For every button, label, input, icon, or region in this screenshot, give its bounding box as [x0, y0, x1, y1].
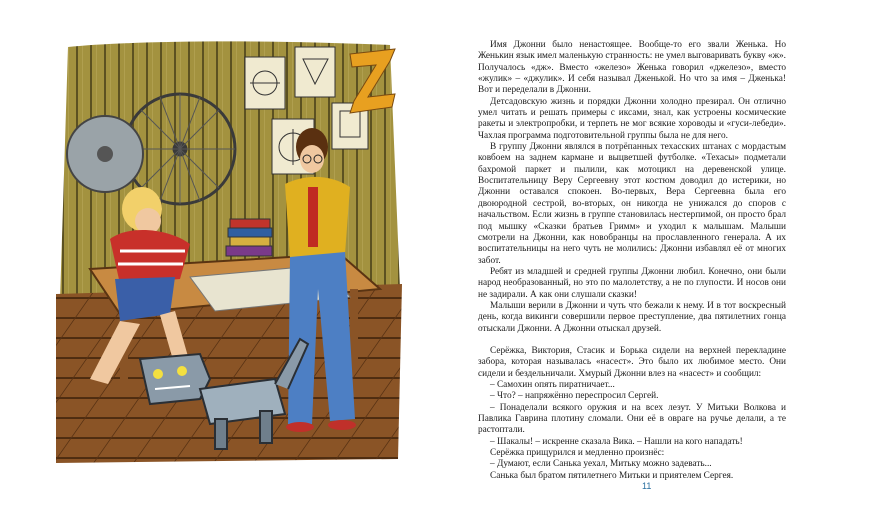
paragraph: Имя Джонни было ненастоящее. Вообще-то его звали Женька. Но Женькин язык имел маленькую странность: не умел выговаривать букву «ж». Получалось «дж». Вместо «железо» Женька говорил «джелезо», вместо «жулик» – «джулик». И себя называл Дженькой. Но что за имя – Дженька! Вот и переделали в Джонни.: [478, 40, 786, 96]
paragraph: В группу Джонни являлся в потрёпанных техасских штанах с мордастым ковбоем на заднем кармане и выцветшей футболке. «Техасы» подметали бахромой паркет и пылили, как мотоцикл на деревенской улице. Воспитательницу Веру Сергеевну этот костюм доводил до истерики, но Джонни оставался спокоен. Во-первых, Вера Сергеевна была его двоюродной сестрой, во-вторых, он никогда не унижался до споров с начальством. Если жизнь в группе становилась нестерпимой, он просто брал под мышку «Сказки братьев Гримм» и уходил к малышам. Малыши смотрели на Джонни, как новобранцы на прославленного генерала. А их воспитательницы на него чуть не молились: Джонни избавлял её от многих забот.: [478, 142, 786, 266]
dialogue-line: – Шакалы! – искренне сказала Вика. – Нашли на кого нападать!: [490, 436, 743, 447]
dialogue-line: – Что? – напряжённо переспросил Сергей.: [490, 391, 659, 402]
paragraph: Детсадовскую жизнь и порядки Джонни холодно презирал. Он отлично умел читать и решать примеры с иксами, знал, как устроены космические ракеты и электропробки, и терпеть не мог всякие хороводы и «гуси-лебеди». Чахлая программа подготовительной группы была не для него.: [478, 96, 786, 141]
page-illustration: [50, 39, 405, 467]
paragraph: Санька был братом пятилетнего Митьки и приятелем Сергея.: [490, 470, 734, 481]
paragraph: Малыши верили в Джонни и чуть что бежали к нему. И в тот воскресный день, когда викинги совершили первое преступление, два пятилетних гонца отыскали Джонни. А Джонни отыскал друзей.: [478, 300, 786, 334]
section-break: [478, 335, 786, 346]
text-column: [478, 40, 786, 482]
paragraph: Ребят из младшей и средней группы Джонни любил. Конечно, они были народ необразованный, но это по малолетству, а не по глупости. И носов они не задирали. А как они слушали сказки!: [478, 266, 786, 300]
dialogue-line: – Понаделали всякого оружия и на всех лезут. У Митьки Волкова и Павлика Гаврина плотину сломали. Они её в овраге на ручье делали, а те растоптали.: [478, 402, 786, 436]
dialogue-line: – Самохин опять пиратничает...: [490, 379, 615, 390]
paragraph: Серёжка, Виктория, Стасик и Борька сидели на верхней перекладине забора, которая называлась «насест». Это было их любимое место. Они сидели и бездельничали. Хмурый Джонни влез на «насест» и сообщил:: [478, 345, 786, 379]
page-number-wrap: [642, 476, 651, 494]
dialogue-line: – Думают, если Санька уехал, Митьку можно задевать...: [490, 459, 712, 470]
page-number: 11: [642, 481, 652, 491]
workshop-illustration-icon: [50, 39, 405, 467]
paragraph: Серёжка прищурился и медленно произнёс:: [490, 448, 665, 459]
